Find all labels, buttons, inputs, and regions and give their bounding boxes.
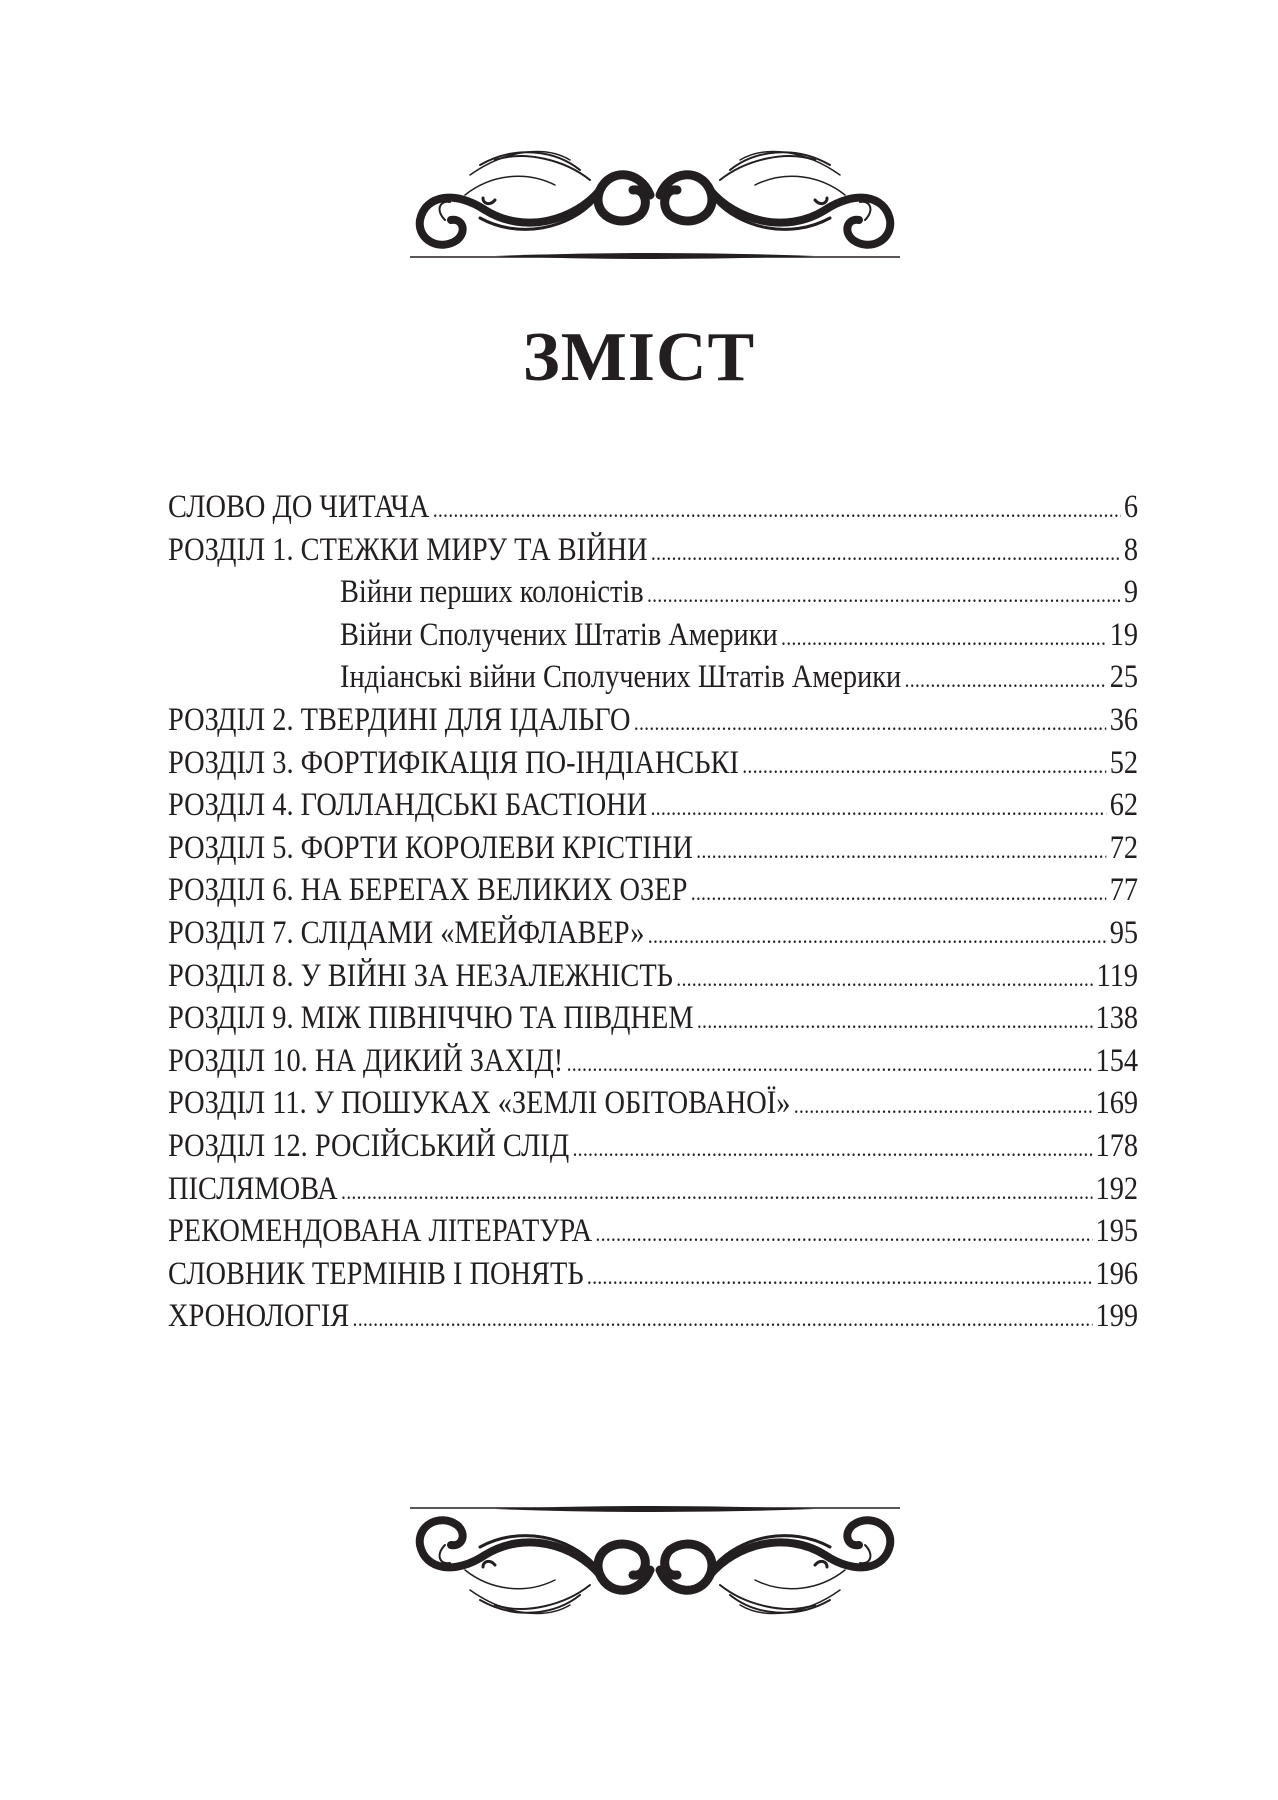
toc-entry-title: РОЗДІЛ 10. НА ДИКИЙ ЗАХІД! [168, 1042, 564, 1079]
toc-page-number: 195 [1095, 1213, 1139, 1250]
toc-entry[interactable] [168, 1168, 1138, 1211]
toc-entry-title: РОЗДІЛ 12. РОСІЙСЬКИЙ СЛІД [168, 1127, 570, 1164]
toc-page-number: 25 [1109, 659, 1139, 696]
dot-leader [781, 617, 1106, 660]
dot-leader [596, 1213, 1093, 1256]
dot-leader [634, 702, 1106, 745]
toc-page-number: 95 [1109, 914, 1139, 951]
dot-leader [742, 745, 1106, 788]
toc-entry-title: СЛОВО ДО ЧИТАЧА [168, 489, 430, 525]
dot-leader [341, 1171, 1092, 1214]
toc-entry-title: РОЗДІЛ 11. У ПОШУКАХ «ЗЕМЛІ ОБІТОВАНОЇ» [168, 1085, 791, 1122]
toc-page-number: 77 [1109, 872, 1139, 909]
dot-leader [676, 958, 1093, 1001]
toc-entry-title: РОЗДІЛ 1. СТЕЖКИ МИРУ ТА ВІЙНИ [168, 531, 648, 568]
toc-entry-title: РОЗДІЛ 3. ФОРТИФІКАЦІЯ ПО-ІНДІАНСЬКІ [168, 744, 739, 781]
toc-page-number: 19 [1109, 616, 1139, 653]
dot-leader [573, 1128, 1092, 1171]
toc-entry-title: ПІСЛЯМОВА [168, 1170, 338, 1207]
toc-page-number: 36 [1109, 701, 1139, 738]
toc-entry[interactable] [168, 912, 1138, 955]
page-title: ЗМІСТ [522, 319, 756, 396]
toc-entry-title: СЛОВНИК ТЕРМІНІВ І ПОНЯТЬ [168, 1255, 584, 1292]
toc-page-number: 178 [1095, 1127, 1139, 1164]
toc-entry[interactable] [168, 529, 1138, 572]
dot-leader [567, 1043, 1092, 1086]
dot-leader [353, 1298, 1092, 1341]
toc-entry-title: Війни Сполучених Штатів Америки [340, 616, 778, 653]
dot-leader [651, 787, 1107, 830]
toc-subentry[interactable] [168, 614, 1138, 657]
toc-entry-title: Індіанські війни Сполучених Штатів Америки [340, 659, 902, 696]
dot-leader [433, 489, 1121, 532]
toc-entry[interactable] [168, 784, 1138, 827]
toc-entry[interactable] [168, 1040, 1138, 1083]
dot-leader [691, 872, 1106, 915]
toc-page-number: 52 [1109, 744, 1139, 781]
toc-page-number: 119 [1096, 957, 1139, 994]
toc-entry-title: РОЗДІЛ 2. ТВЕРДИНІ ДЛЯ ІДАЛЬГО [168, 701, 631, 738]
toc-page-number: 62 [1109, 787, 1139, 824]
toc-entry[interactable] [168, 486, 1138, 529]
toc-page-number: 154 [1095, 1042, 1139, 1079]
dot-leader [794, 1085, 1092, 1128]
toc-entry-title: РОЗДІЛ 6. НА БЕРЕГАХ ВЕЛИКИХ ОЗЕР [168, 872, 688, 909]
dot-leader [587, 1256, 1092, 1299]
toc-subentry[interactable] [168, 571, 1138, 614]
toc-entry-title: РОЗДІЛ 9. МІЖ ПІВНІЧЧЮ ТА ПІВДНЕМ [168, 1000, 694, 1037]
bottom-ornament [395, 1505, 915, 1625]
toc-entry-title: РОЗДІЛ 4. ГОЛЛАНДСЬКІ БАСТІОНИ [168, 787, 648, 824]
dot-leader [905, 659, 1107, 702]
table-of-contents [168, 486, 1138, 1338]
toc-entry[interactable] [168, 997, 1138, 1040]
dot-leader [648, 915, 1106, 958]
toc-page-number: 196 [1095, 1255, 1139, 1292]
toc-page-number: 192 [1095, 1170, 1139, 1207]
toc-entry[interactable] [168, 1210, 1138, 1253]
toc-entry[interactable] [168, 955, 1138, 998]
toc-entry[interactable] [168, 1125, 1138, 1168]
toc-page-number: 72 [1109, 829, 1139, 866]
dot-leader [647, 574, 1120, 617]
toc-entry-title: РЕКОМЕНДОВАНА ЛІТЕРАТУРА [168, 1213, 593, 1250]
toc-entry[interactable] [168, 742, 1138, 785]
toc-entry-title: РОЗДІЛ 8. У ВІЙНІ ЗА НЕЗАЛЕЖНІСТЬ [168, 957, 673, 994]
toc-page-number: 199 [1095, 1298, 1139, 1335]
toc-entry[interactable] [168, 1253, 1138, 1296]
dot-leader [651, 532, 1120, 575]
toc-page-number: 8 [1123, 531, 1139, 568]
dot-leader [696, 830, 1106, 873]
toc-page-number: 9 [1123, 574, 1139, 611]
toc-subentry[interactable] [168, 656, 1138, 699]
toc-page-number: 6 [1123, 489, 1139, 525]
toc-entry[interactable] [168, 1082, 1138, 1125]
dot-leader [697, 1000, 1092, 1043]
top-ornament [395, 140, 915, 260]
toc-entry-title: РОЗДІЛ 5. ФОРТИ КОРОЛЕВИ КРІСТІНИ [168, 829, 693, 866]
toc-entry[interactable] [168, 827, 1138, 870]
toc-entry[interactable] [168, 1295, 1138, 1338]
toc-entry[interactable] [168, 869, 1138, 912]
toc-page-number: 169 [1095, 1085, 1139, 1122]
toc-page-number: 138 [1095, 1000, 1139, 1037]
toc-entry[interactable] [168, 699, 1138, 742]
toc-entry-title: ХРОНОЛОГІЯ [168, 1298, 350, 1335]
toc-entry-title: РОЗДІЛ 7. СЛІДАМИ «МЕЙФЛАВЕР» [168, 914, 645, 951]
toc-entry-title: Війни перших колоністів [340, 574, 644, 611]
